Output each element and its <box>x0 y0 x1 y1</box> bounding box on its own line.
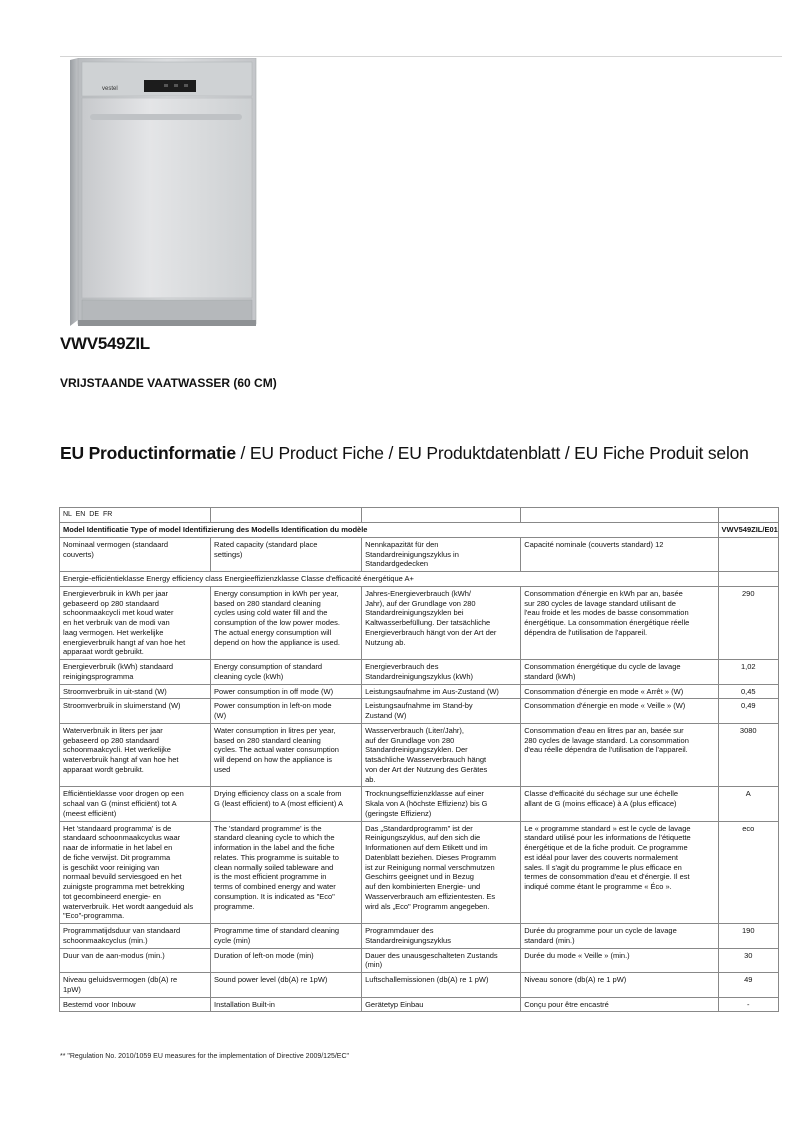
fiche-row <box>60 537 779 571</box>
empty-cell <box>718 572 778 587</box>
fiche-cell-en: Rated capacity (standard place settings) <box>211 537 362 571</box>
model-code: VWV549ZIL/E01 <box>718 523 778 538</box>
fiche-cell-fr: Le « programme standard » est le cycle de lavage standard utilisé pour les informations de l'étiquette énergétique et de la fiche produit. Ce programme est idéal pour laver des couverts normalement sales. Il s'agit du programme le plus efficace en termes de consommation d'eau et d'énergie. Il est indiqué comme étant le programme « Éco ». <box>521 821 718 924</box>
fiche-cell-fr: Classe d'efficacité du séchage sur une échelle allant de G (moins efficace) à A (plus efficace) <box>521 787 718 821</box>
fiche-heading-rest: / EU Product Fiche / EU Produktdatenblatt / EU Fiche Produit selon <box>235 443 749 463</box>
fiche-cell-en: Energy consumption in kWh per year, based on 280 standard cleaning cycles using cold water fill and the consumption of the low power modes. The actual energy consumption will depend on how the appliance is used. <box>211 586 362 659</box>
fiche-cell-nl: Waterverbruik in liters per jaar gebaseerd op 280 standaard schoonmaakcycli. Het werkelijke waterverbruik hangt af van hoe het apparaat wordt gebruikt. <box>60 723 211 787</box>
fiche-cell-de: Wasserverbrauch (Liter/Jahr), auf der Grundlage von 280 Standardreinigungszyklen. Der tatsächliche Wasserverbrauch hängt von der Art der Nutzung des Gerätes ab. <box>362 723 521 787</box>
fiche-cell-de: Das „Standardprogramm" ist der Reinigungszyklus, auf den sich die Informationen auf dem Etikett und im Datenblatt beziehen. Dieses Programm ist zur Reinigung normal verschmutzen Geschirrs geeignet und in Bezug auf den kombinierten Energie- und Wasserverbrauch am effizientesten. Es wird als „Eco" Programm angegeben. <box>362 821 521 924</box>
fiche-cell-nl: Het 'standaard programma' is de standaard schoonmaakcyclus waar naar de informatie in het label en de fiche verwijst. Dit programma is geschikt voor reiniging van normaal bevuild serviesgoed en het zuinigste programma met betrekking tot gecombineerd energie- en waterverbruik. Het wordt aangeduid als "Eco"-programma. <box>60 821 211 924</box>
fiche-cell-val: 0,49 <box>718 699 778 724</box>
fiche-row <box>60 924 779 949</box>
footnote: ** "Regulation No. 2010/1059 EU measures for the implementation of Directive 2009/125/EC" <box>60 1053 350 1060</box>
energy-class-row <box>60 572 779 587</box>
empty-cell <box>211 508 362 523</box>
empty-cell <box>362 508 521 523</box>
top-divider <box>60 56 782 57</box>
fiche-cell-nl: Stroomverbruik in sluimerstand (W) <box>60 699 211 724</box>
fiche-cell-en: Drying efficiency class on a scale from G (least efficient) to A (most efficient) A <box>211 787 362 821</box>
fiche-cell-nl: Bestemd voor Inbouw <box>60 997 211 1012</box>
fiche-row <box>60 821 779 924</box>
fiche-row <box>60 973 779 998</box>
fiche-cell-val: 49 <box>718 973 778 998</box>
fiche-row <box>60 699 779 724</box>
fiche-row <box>60 723 779 787</box>
fiche-heading-bold: EU Productinformatie <box>60 443 236 463</box>
fiche-cell-fr: Consommation énergétique du cycle de lavage standard (kWh) <box>521 660 718 685</box>
fiche-cell-val: eco <box>718 821 778 924</box>
fiche-cell-val: 290 <box>718 586 778 659</box>
fiche-cell-nl: Energieverbruik (kWh) standaard reinigingsprogramma <box>60 660 211 685</box>
fiche-cell-fr: Consommation d'énergie en mode « Veille » (W) <box>521 699 718 724</box>
fiche-cell-val <box>718 537 778 571</box>
product-subtitle: VRIJSTAANDE VAATWASSER (60 CM) <box>60 376 277 390</box>
fiche-cell-en: Duration of left-on mode (min) <box>211 948 362 973</box>
language-codes: NL EN DE FR <box>60 508 211 523</box>
fiche-cell-fr: Durée du programme pour un cycle de lavage standard (min.) <box>521 924 718 949</box>
language-row <box>60 508 779 523</box>
model-id-label: Model Identificatie Type of model Identifizierung des Modells Identification du modèle <box>60 523 719 538</box>
fiche-cell-nl: Duur van de aan-modus (min.) <box>60 948 211 973</box>
empty-cell <box>718 508 778 523</box>
fiche-cell-fr: Consommation d'énergie en mode « Arrêt » (W) <box>521 684 718 699</box>
fiche-cell-de: Energieverbrauch des Standardreinigungszyklus (kWh) <box>362 660 521 685</box>
fiche-row <box>60 948 779 973</box>
fiche-table-body <box>60 508 779 1012</box>
empty-cell <box>521 508 718 523</box>
fiche-cell-en: Water consumption in litres per year, based on 280 standard cleaning cycles. The actual water consumption will depend on how the appliance is used <box>211 723 362 787</box>
fiche-cell-en: Installation Built-in <box>211 997 362 1012</box>
fiche-cell-de: Leistungsaufnahme im Stand-by Zustand (W) <box>362 699 521 724</box>
fiche-row <box>60 660 779 685</box>
fiche-row <box>60 586 779 659</box>
fiche-cell-fr: Durée du mode « Veille » (min.) <box>521 948 718 973</box>
fiche-cell-fr: Consommation d'eau en litres par an, basée sur 280 cycles de lavage standard. La consommation d'eau réelle dépendra de l'utilisation de l'appareil. <box>521 723 718 787</box>
fiche-cell-en: Energy consumption of standard cleaning cycle (kWh) <box>211 660 362 685</box>
fiche-cell-val: 190 <box>718 924 778 949</box>
fiche-cell-de: Jahres-Energieverbrauch (kWh/ Jahr), auf der Grundlage von 280 Standardreinigungszyklen bei Kaltwasserbefüllung. Der tatsächliche Energieverbrauch hängt von der Art der Nutzung ab. <box>362 586 521 659</box>
fiche-cell-en: Power consumption in left-on mode (W) <box>211 699 362 724</box>
fiche-cell-en: Programme time of standard cleaning cycle (min) <box>211 924 362 949</box>
fiche-cell-nl: Nominaal vermogen (standaard couverts) <box>60 537 211 571</box>
model-title: VWV549ZIL <box>60 334 150 353</box>
fiche-cell-nl: Efficiëntieklasse voor drogen op een schaal van G (minst efficiënt) tot A (meest efficiënt) <box>60 787 211 821</box>
fiche-cell-nl: Niveau geluidsvermogen (db(A) re 1pW) <box>60 973 211 998</box>
fiche-cell-en: Sound power level (db(A) re 1pW) <box>211 973 362 998</box>
fiche-heading <box>60 443 749 464</box>
fiche-row <box>60 684 779 699</box>
fiche-cell-fr: Consommation d'énergie en kWh par an, basée sur 280 cycles de lavage standard utilisant de l'eau froide et les modes de basse consommation énergétique. La consommation énergétique réelle dépendra de l'utilisation de l'appareil. <box>521 586 718 659</box>
fiche-cell-fr: Conçu pour être encastré <box>521 997 718 1012</box>
fiche-cell-nl: Programmatijdsduur van standaard schoonmaakcyclus (min.) <box>60 924 211 949</box>
fiche-cell-de: Trocknungseffizienzklasse auf einer Skala von A (höchste Effizienz) bis G (geringste Effizienz) <box>362 787 521 821</box>
fiche-cell-de: Programmdauer des Standardreinigungszyklus <box>362 924 521 949</box>
fiche-cell-nl: Stroomverbruik in uit-stand (W) <box>60 684 211 699</box>
fiche-cell-val: A <box>718 787 778 821</box>
fiche-cell-de: Luftschallemissionen (db(A) re 1 pW) <box>362 973 521 998</box>
fiche-cell-fr: Capacité nominale (couverts standard) 12 <box>521 537 718 571</box>
fiche-cell-de: Gerätetyp Einbau <box>362 997 521 1012</box>
fiche-cell-en: The 'standard programme' is the standard cleaning cycle to which the information in the label and the fiche relates. This programme is suitable to clean normally soiled tableware and is the most efficient programme in terms of combined energy and water consumption. It is indicated as "Eco" programme. <box>211 821 362 924</box>
fiche-cell-val: - <box>718 997 778 1012</box>
panel-brand-text: vestel <box>102 86 118 92</box>
model-id-row <box>60 523 779 538</box>
dishwasher-image <box>66 58 266 326</box>
energy-class-text: Energie-efficiëntieklasse Energy efficiency class Energieeffizienzklasse Classe d'efficacité énergétique A+ <box>60 572 719 587</box>
fiche-cell-val: 30 <box>718 948 778 973</box>
fiche-cell-de: Nennkapazität für den Standardreinigungszyklus in Standardgedecken <box>362 537 521 571</box>
fiche-cell-en: Power consumption in off mode (W) <box>211 684 362 699</box>
fiche-cell-de: Dauer des unausgeschalteten Zustands (min) <box>362 948 521 973</box>
fiche-cell-fr: Niveau sonore (db(A) re 1 pW) <box>521 973 718 998</box>
fiche-row <box>60 787 779 821</box>
fiche-cell-val: 0,45 <box>718 684 778 699</box>
product-fiche-table <box>59 507 779 1012</box>
fiche-row <box>60 997 779 1012</box>
fiche-cell-val: 3080 <box>718 723 778 787</box>
fiche-cell-de: Leistungsaufnahme im Aus-Zustand (W) <box>362 684 521 699</box>
fiche-cell-val: 1,02 <box>718 660 778 685</box>
fiche-cell-nl: Energieverbruik in kWh per jaar gebaseerd op 280 standaard schoonmaakcycli met koud water en het verbruik van de modi van laag vermogen. Het werkelijke energieverbruik hangt af van hoe het apparaat wordt gebruikt. <box>60 586 211 659</box>
